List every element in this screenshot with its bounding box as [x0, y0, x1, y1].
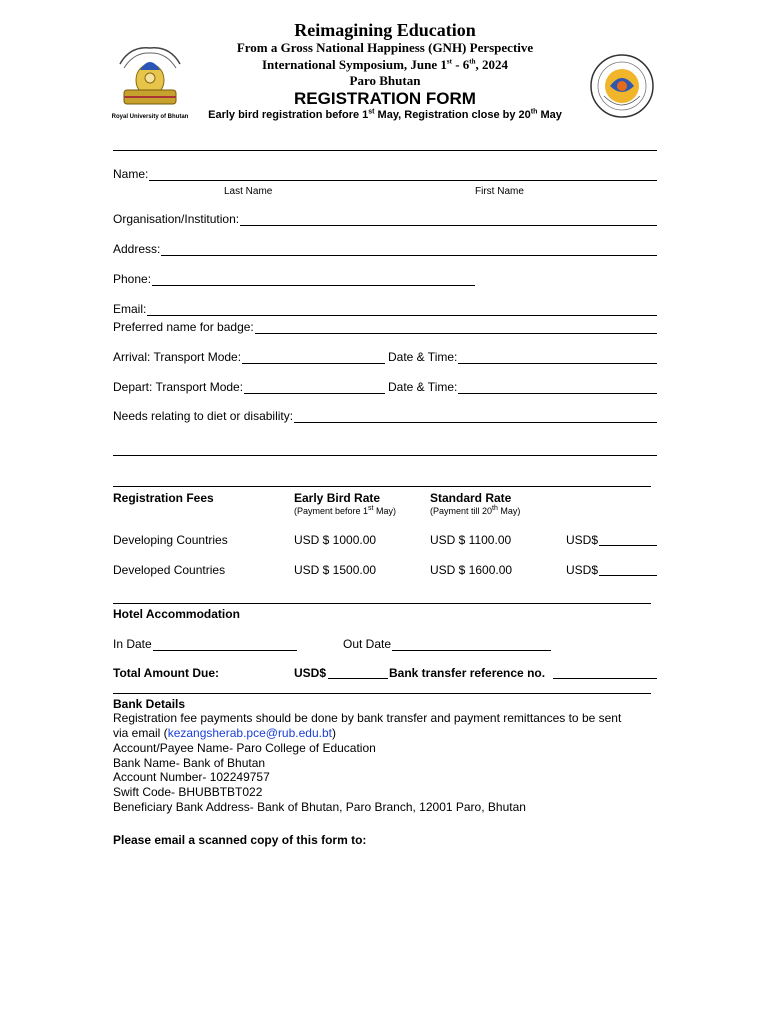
bank-heading: Bank Details	[113, 697, 186, 711]
bank-beneficiary: Beneficiary Bank Address- Bank of Bhutan, Paro Branch, 12001 Paro, Bhutan	[113, 800, 526, 814]
depart-datetime-field[interactable]	[388, 379, 657, 394]
reference-label: Bank transfer reference no.	[389, 666, 546, 680]
out-date-label: Out Date	[343, 637, 392, 651]
contact-email-link[interactable]: kezangsherab.pce@rub.edu.bt	[167, 726, 332, 740]
out-date-field[interactable]	[343, 636, 551, 651]
needs-field[interactable]	[113, 408, 657, 423]
total-currency: USD$	[294, 666, 327, 680]
needs-label: Needs relating to diet or disability:	[113, 409, 294, 423]
bank-account-number: Account Number- 102249757	[113, 770, 270, 784]
fee-entry-label: USD$	[566, 563, 599, 577]
arrival-label: Arrival: Transport Mode:	[113, 350, 242, 364]
fees-heading: Registration Fees	[113, 491, 214, 505]
symposium-subtitle: From a Gross National Happiness (GNH) Perspective	[236, 40, 534, 55]
symposium-location: Paro Bhutan	[349, 73, 421, 88]
fee-entry-label: USD$	[566, 533, 599, 547]
fees-divider	[113, 486, 651, 487]
needs-extra-line[interactable]	[113, 455, 657, 456]
address-label: Address:	[113, 242, 161, 256]
bank-name: Bank Name- Bank of Bhutan	[113, 756, 266, 770]
bank-instruction: Registration fee payments should be done by bank transfer and payment remittances to be sent	[113, 711, 622, 725]
depart-transport-field[interactable]	[113, 379, 385, 394]
fee-early: USD $ 1000.00	[294, 533, 377, 547]
standard-heading: Standard Rate	[430, 491, 512, 505]
depart-label: Depart: Transport Mode:	[113, 380, 244, 394]
organisation-field[interactable]	[113, 211, 657, 226]
in-date-field[interactable]	[113, 636, 297, 651]
symposium-dates: International Symposium, June 1st - 6th, 2024	[261, 57, 509, 72]
fee-category: Developing Countries	[113, 533, 228, 547]
reference-line[interactable]	[553, 666, 657, 679]
footer-instruction: Please email a scanned copy of this form to:	[113, 833, 367, 847]
name-label: Name:	[113, 167, 149, 181]
bank-payee: Account/Payee Name- Paro College of Education	[113, 741, 376, 755]
hotel-divider	[113, 603, 651, 604]
left-logo-caption: Royal University of Bhutan	[111, 114, 189, 120]
arrival-date-label: Date & Time:	[388, 350, 458, 364]
early-bird-heading: Early Bird Rate	[294, 491, 381, 505]
fee-early: USD $ 1500.00	[294, 563, 377, 577]
early-bird-note: (Payment before 1st May)	[294, 505, 396, 516]
symposium-title: Reimagining Education	[294, 20, 476, 40]
first-name-hint: First Name	[475, 186, 524, 197]
arrival-datetime-field[interactable]	[388, 349, 657, 364]
hotel-heading: Hotel Accommodation	[113, 607, 240, 621]
fee-category: Developed Countries	[113, 563, 226, 577]
email-field[interactable]	[113, 301, 657, 316]
fee-entry-line[interactable]	[599, 533, 657, 546]
total-label: Total Amount Due:	[113, 666, 219, 680]
standard-note: (Payment till 20th May)	[430, 505, 521, 516]
phone-label: Phone:	[113, 272, 152, 286]
bank-email-line: via email (kezangsherab.pce@rub.edu.bt)	[113, 726, 336, 740]
bank-divider	[113, 693, 651, 694]
badge-label: Preferred name for badge:	[113, 320, 254, 334]
depart-date-label: Date & Time:	[388, 380, 458, 394]
last-name-hint: Last Name	[224, 186, 273, 197]
fee-standard: USD $ 1600.00	[430, 563, 513, 577]
header-divider	[113, 150, 657, 151]
fee-standard: USD $ 1100.00	[430, 533, 512, 547]
bank-swift: Swift Code- BHUBBTBT022	[113, 785, 263, 799]
early-bird-notice: Early bird registration before 1st May, Registration close by 20th May	[208, 108, 562, 121]
badge-name-field[interactable]	[113, 319, 657, 334]
email-label: Email:	[113, 302, 147, 316]
in-date-label: In Date	[113, 637, 152, 651]
arrival-transport-field[interactable]	[113, 349, 385, 364]
organisation-label: Organisation/Institution:	[113, 212, 240, 226]
fee-entry-line[interactable]	[599, 563, 657, 576]
phone-field[interactable]	[113, 271, 475, 286]
name-field[interactable]	[113, 166, 657, 181]
address-field[interactable]	[113, 241, 657, 256]
form-title: REGISTRATION FORM	[294, 89, 476, 108]
total-amount-line[interactable]	[328, 666, 388, 679]
